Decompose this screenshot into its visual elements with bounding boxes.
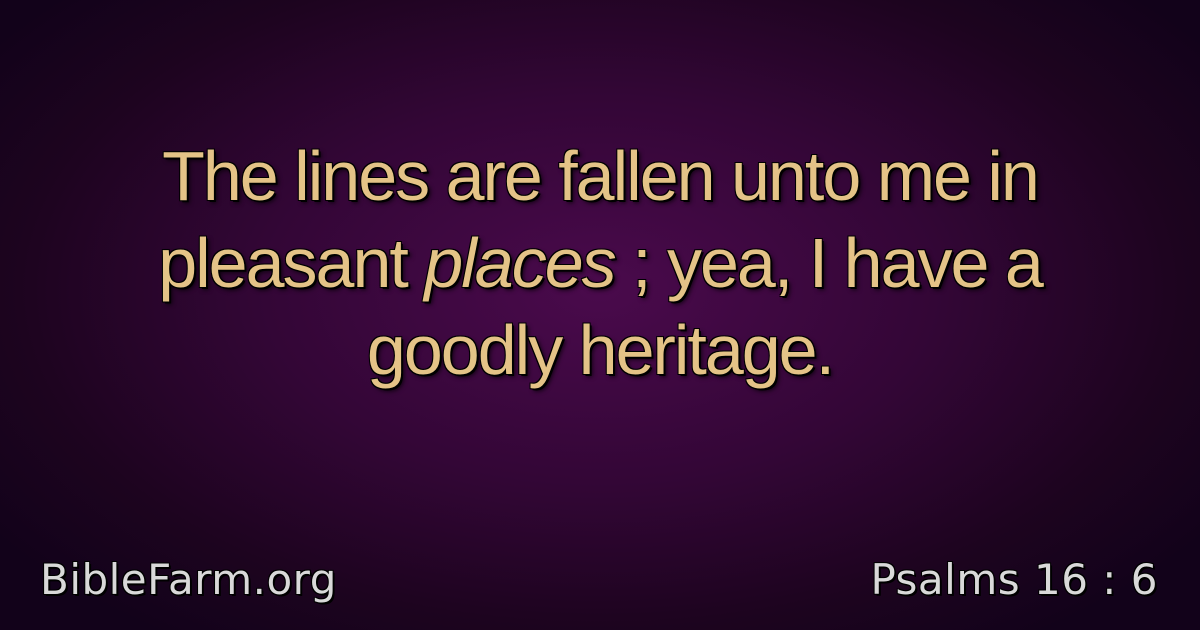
verse-reference: Psalms 16 : 6 <box>870 555 1158 604</box>
verse-line-2-end: ; yea, I have a <box>614 224 1042 302</box>
verse-line-2-start: pleasant <box>158 224 425 302</box>
verse-italic-word: places <box>424 224 615 302</box>
verse-line-1: The lines are fallen unto me in <box>162 137 1038 215</box>
verse-line-3: goodly heritage. <box>366 311 834 389</box>
verse-line-2 <box>60 220 1140 307</box>
verse-text <box>60 133 1140 394</box>
site-name: BibleFarm.org <box>40 555 337 604</box>
